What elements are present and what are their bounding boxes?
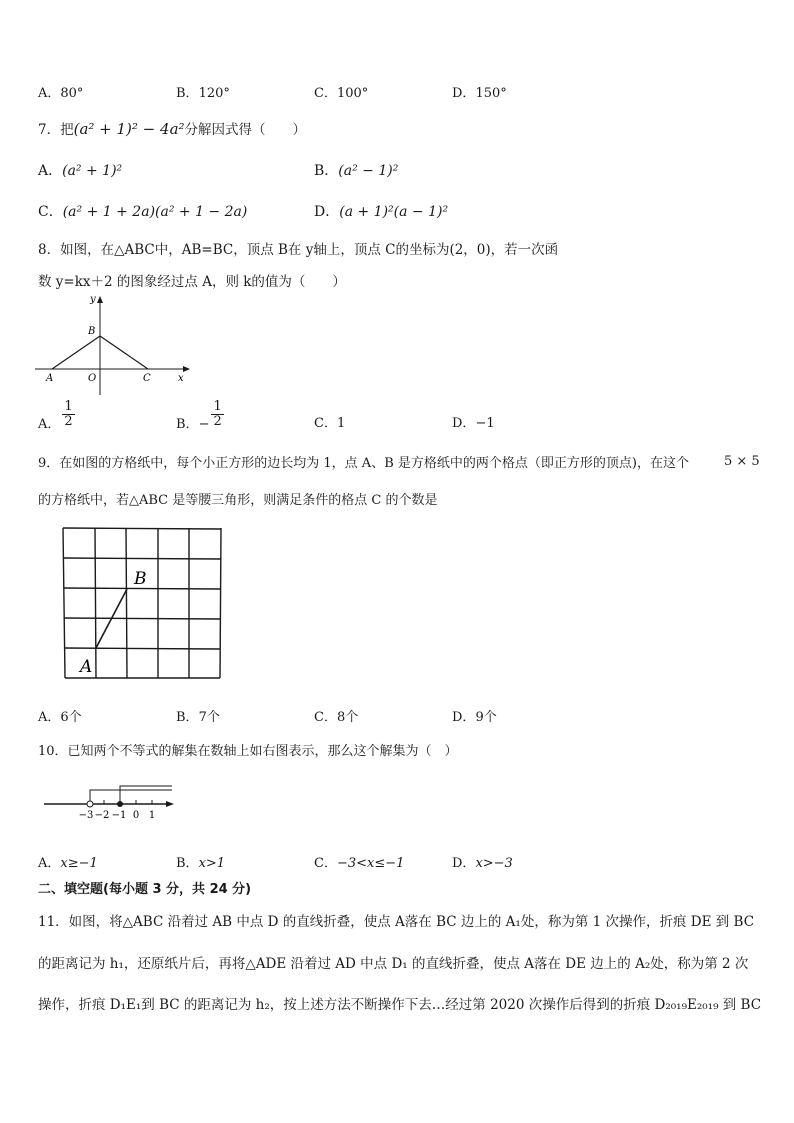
q8-label-c: C xyxy=(143,373,151,384)
q8-label-b: B xyxy=(88,326,96,337)
q10-tick-label: −1 xyxy=(111,810,127,821)
q8-triangle-figure xyxy=(30,290,200,400)
q9-grid-size: 5 × 5 xyxy=(724,454,760,469)
q8-option-b-sign: − xyxy=(198,416,210,432)
q7-expression: (a² + 1)² − 4a² xyxy=(73,120,185,138)
q7-option-b[interactable]: B．(a² − 1)² xyxy=(314,163,399,179)
q10-tick-label: 1 xyxy=(148,810,156,821)
q10-stem: 10．已知两个不等式的解集在数轴上如右图表示，那么这个解集为（ ） xyxy=(38,744,458,759)
q6-option-b[interactable]: B．120° xyxy=(176,86,230,101)
q9-stem-line2: 的方格纸中，若△ABC 是等腰三角形，则满足条件的格点 C 的个数是 xyxy=(38,493,438,508)
q10-axis-arrow-icon xyxy=(166,801,174,807)
q8-option-c[interactable]: C．1 xyxy=(314,416,346,431)
q9-option-a[interactable]: A．6个 xyxy=(38,710,82,725)
q8-option-d[interactable]: D．−1 xyxy=(452,416,495,431)
q8-label-a: A xyxy=(46,373,54,384)
q9-grid-lines xyxy=(63,528,221,678)
q10-ray-open-at-minus3 xyxy=(90,790,172,801)
q8-option-a-numerator: 1 xyxy=(64,399,73,414)
section-fill-in-title: 二、填空题(每小题 3 分，共 24 分) xyxy=(38,882,252,897)
q8-stem-line1: 8．如图，在△ABC中，AB=BC，顶点 B在 y轴上，顶点 C的坐标为(2，0)，若一次函 xyxy=(38,242,559,258)
q9-option-c[interactable]: C．8个 xyxy=(314,710,359,725)
q6-option-c[interactable]: C．100° xyxy=(314,86,369,101)
q9-stem-line1: 9．在如图的方格纸中，每个小正方形的边长均为 1，点 A、B 是方格纸中的两个格点（即正方形的顶点)，在这个 5 × 5 xyxy=(38,454,760,471)
q8-option-a[interactable]: A． $\frac{1}{2}$ xyxy=(38,399,73,432)
q8-side-bc xyxy=(100,336,148,369)
q8-option-a-denominator: 2 xyxy=(64,413,73,429)
q10-option-b[interactable]: B．x>1 xyxy=(176,856,226,871)
q6-option-a[interactable]: A．80° xyxy=(38,86,84,101)
q10-option-d[interactable]: D．x>−3 xyxy=(452,856,513,871)
q10-ray-from-minus1 xyxy=(120,786,172,801)
q8-label-x: x xyxy=(178,373,184,384)
q11-stem-line1: 11．如图，将△ABC 沿着过 AB 中点 D 的直线折叠，使点 A落在 BC 边上的 A₁处，称为第 1 次操作，折痕 DE 到 BC xyxy=(38,914,755,930)
q7-option-a[interactable]: A．(a² + 1)² xyxy=(38,163,123,179)
q7-option-c[interactable]: C．(a² + 1 + 2a)(a² + 1 − 2a) xyxy=(38,204,248,220)
q10-open-dot xyxy=(87,801,93,807)
q10-tick-label: 0 xyxy=(132,810,140,821)
q9-option-d[interactable]: D．9个 xyxy=(452,710,497,725)
q8-option-b[interactable]: B．− $\frac{1}{2}$ xyxy=(176,399,222,432)
q11-stem-line2: 的距离记为 h₁，还原纸片后，再将△ADE 沿着过 AD 中点 D₁ 的直线折叠，使点 A落在 DE 边上的 A₂处，称为第 2 次 xyxy=(38,956,749,972)
q10-option-c[interactable]: C．−3<x≤−1 xyxy=(314,856,405,871)
q10-closed-dot xyxy=(117,801,123,807)
q10-number-line-figure xyxy=(40,776,180,822)
q10-tick-label: −2 xyxy=(94,810,110,821)
q8-option-b-denominator: 2 xyxy=(213,413,222,429)
q11-stem-line3: 操作，折痕 D₁E₁到 BC 的距离记为 h₂，按上述方法不断操作下去…经过第 2020 次操作后得到的折痕 D₂₀₁₉E₂₀₁₉ 到 BC xyxy=(38,997,762,1013)
q8-x-arrow-icon xyxy=(183,366,190,372)
q8-stem-line2: 数 y=kx＋2 的图象经过点 A，则 k的值为（ ） xyxy=(38,274,346,290)
q8-label-y: y xyxy=(90,294,96,305)
q9-label-b: B xyxy=(134,569,147,589)
q7-stem: 7．把(a² + 1)² − 4a²分解因式得（ ） xyxy=(38,120,307,138)
q8-side-ab xyxy=(52,336,100,369)
q10-option-a[interactable]: A．x≥−1 xyxy=(38,856,98,871)
q9-option-b[interactable]: B．7个 xyxy=(176,710,220,725)
q9-grid-figure xyxy=(58,522,230,684)
q9-label-a: A xyxy=(80,657,93,677)
q10-tick-label: −3 xyxy=(78,810,94,821)
q7-option-d[interactable]: D．(a + 1)²(a − 1)² xyxy=(314,204,449,220)
q8-label-o: O xyxy=(88,373,97,384)
q8-y-arrow-icon xyxy=(97,296,103,303)
q6-option-d[interactable]: D．150° xyxy=(452,86,507,101)
q8-option-b-numerator: 1 xyxy=(213,399,222,414)
